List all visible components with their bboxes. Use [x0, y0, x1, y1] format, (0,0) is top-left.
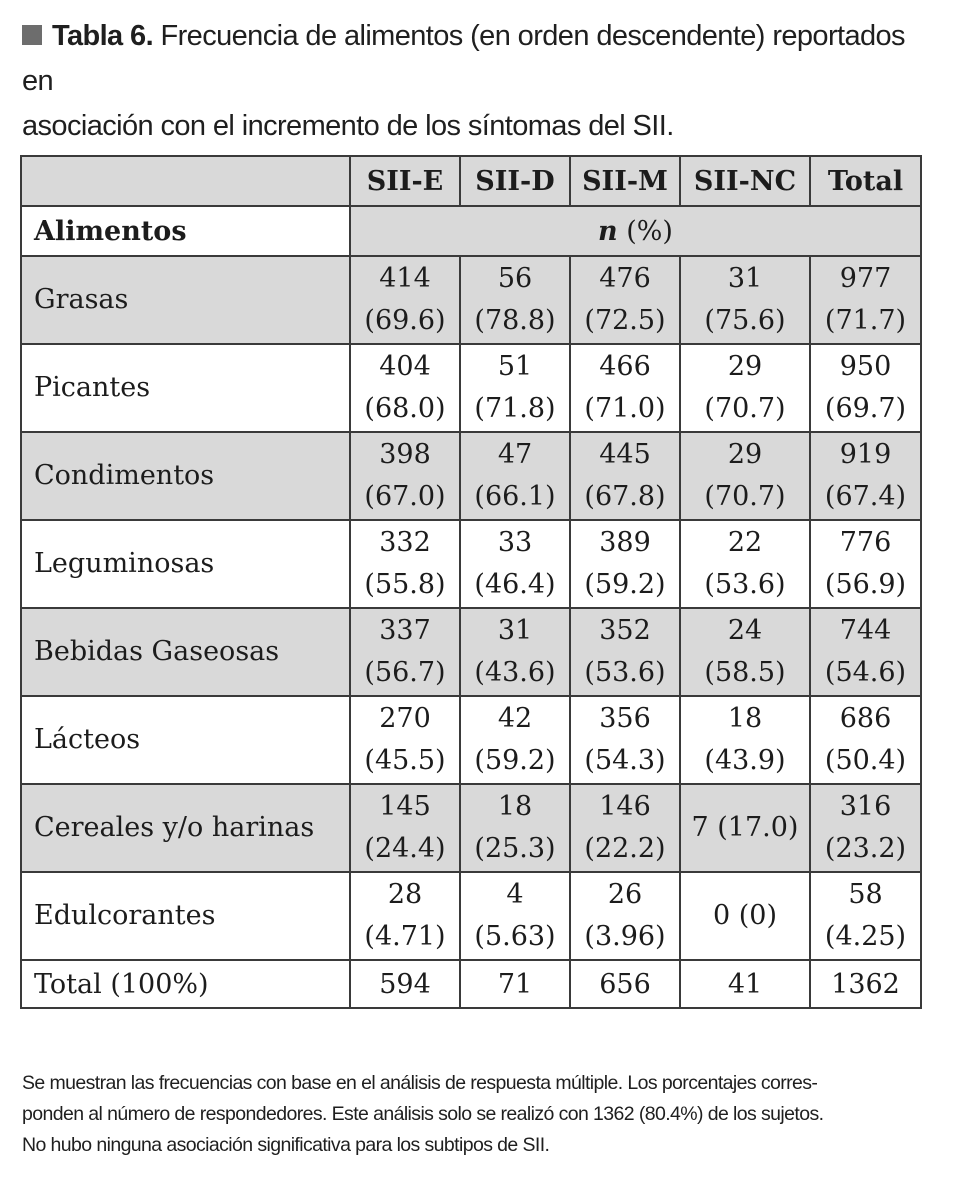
- value-cell: [680, 432, 810, 520]
- food-name-cell: Edulcorantes: [21, 872, 350, 960]
- percent-value: (23.2): [824, 833, 907, 864]
- value-cell: [810, 344, 921, 432]
- value-cell: [810, 432, 921, 520]
- count-value: 24: [727, 615, 763, 646]
- table-row: [21, 696, 921, 784]
- footnote-line: No hubo ninguna asociación significativa para los subtipos de SII.: [22, 1134, 550, 1156]
- value-cell: [350, 696, 460, 784]
- value-cell: [810, 872, 921, 960]
- count-value: 776: [839, 527, 892, 558]
- table-row: [21, 432, 921, 520]
- percent-value: (54.3): [584, 745, 666, 776]
- count-value: 31: [727, 263, 763, 294]
- count-value: 33: [497, 527, 533, 558]
- caption-title-part-1: Frecuencia de alimentos (en orden descendente) reportados en: [22, 20, 905, 97]
- percent-value: (75.6): [704, 305, 786, 336]
- count-value: 28: [387, 879, 423, 910]
- footnote-line: ponden al número de respondedores. Este análisis solo se realizó con 1362 (80.4%) de los sujetos.: [22, 1103, 824, 1125]
- percent-value: (5.63): [474, 921, 556, 952]
- table-row: [21, 256, 921, 344]
- value-cell: [680, 784, 810, 872]
- food-name-cell: Bebidas Gaseosas: [21, 608, 350, 696]
- count-value: 316: [839, 791, 892, 822]
- value-cell: [570, 608, 680, 696]
- total-row: [21, 960, 921, 1008]
- caption-title-part-2: asociación con el incremento de los síntomas del SII.: [22, 110, 674, 142]
- percent-value: (50.4): [824, 745, 907, 776]
- total-value: 41: [680, 960, 810, 1008]
- percent-value: (67.4): [824, 481, 907, 512]
- count-value: 977: [839, 263, 892, 294]
- count-value: 56: [497, 263, 533, 294]
- percent-value: (70.7): [704, 393, 786, 424]
- count-value: 950: [839, 351, 892, 382]
- count-value: 47: [497, 439, 533, 470]
- count-value: 919: [839, 439, 892, 470]
- percent-value: (70.7): [704, 481, 786, 512]
- percent-value: (67.8): [584, 481, 666, 512]
- count-value: 466: [599, 351, 651, 382]
- count-value: 18: [497, 791, 533, 822]
- unit-header: [350, 206, 921, 256]
- caption-label: Tabla 6.: [52, 20, 154, 52]
- count-value: 31: [497, 615, 533, 646]
- count-value: 389: [599, 527, 651, 558]
- column-header-row: [21, 156, 921, 206]
- value-cell: [350, 344, 460, 432]
- total-value: 656: [570, 960, 680, 1008]
- value-cell: [460, 696, 570, 784]
- percent-value: (25.3): [474, 833, 556, 864]
- count-value: 404: [379, 351, 431, 382]
- percent-value: (69.7): [824, 393, 907, 424]
- food-name-cell: Lácteos: [21, 696, 350, 784]
- percent-value: (24.4): [364, 833, 446, 864]
- percent-value: (4.71): [364, 921, 446, 952]
- value-cell: [350, 256, 460, 344]
- percent-value: (78.8): [474, 305, 556, 336]
- value-cell: [680, 608, 810, 696]
- value-cell: [460, 872, 570, 960]
- percent-value: (22.2): [584, 833, 666, 864]
- value-cell: [810, 520, 921, 608]
- value-cell: [570, 344, 680, 432]
- column-header: Total: [810, 156, 921, 206]
- value-cell: [680, 520, 810, 608]
- value-cell: [810, 256, 921, 344]
- percent-value: (67.0): [364, 481, 446, 512]
- value-cell: [680, 256, 810, 344]
- food-name-cell: Condimentos: [21, 432, 350, 520]
- corner-cell: [21, 156, 350, 206]
- value-cell: [350, 520, 460, 608]
- table-row: [21, 344, 921, 432]
- table-row: [21, 784, 921, 872]
- percent-value: (71.0): [584, 393, 666, 424]
- subheader-row: [21, 206, 921, 256]
- count-value: 29: [727, 439, 763, 470]
- food-name-cell: Cereales y/o harinas: [21, 784, 350, 872]
- table-row: [21, 520, 921, 608]
- table-footnote: [22, 1068, 922, 1161]
- total-value: 71: [460, 960, 570, 1008]
- total-value: 594: [350, 960, 460, 1008]
- caption-line-1: [22, 14, 942, 104]
- value-cell: [680, 872, 810, 960]
- percent-value: (53.6): [584, 657, 666, 688]
- value-cell: [570, 520, 680, 608]
- percent-value: (56.7): [364, 657, 446, 688]
- percent-value: (46.4): [474, 569, 556, 600]
- percent-value: (72.5): [584, 305, 666, 336]
- column-header: SII-E: [350, 156, 460, 206]
- percent-value: (68.0): [364, 393, 446, 424]
- value-cell: [350, 784, 460, 872]
- total-label: Total (100%): [21, 960, 350, 1008]
- percent-value: (69.6): [364, 305, 446, 336]
- count-value: 445: [599, 439, 651, 470]
- value-cell: [460, 784, 570, 872]
- unit-n: n: [598, 215, 618, 247]
- food-column-header: Alimentos: [21, 206, 350, 256]
- value-cell: [680, 696, 810, 784]
- count-value: 0 (0): [712, 900, 777, 931]
- value-cell: [570, 784, 680, 872]
- count-value: 7 (17.0): [691, 812, 799, 843]
- food-name-cell: Picantes: [21, 344, 350, 432]
- footnote-line: Se muestran las frecuencias con base en el análisis de respuesta múltiple. Los porcentajes corres-: [22, 1072, 818, 1094]
- count-value: 51: [497, 351, 533, 382]
- count-value: 476: [599, 263, 651, 294]
- count-value: 352: [599, 615, 651, 646]
- count-value: 4: [506, 879, 524, 910]
- table-caption: [22, 14, 942, 149]
- percent-value: (54.6): [824, 657, 907, 688]
- food-name-cell: Leguminosas: [21, 520, 350, 608]
- percent-value: (58.5): [704, 657, 786, 688]
- percent-value: (59.2): [474, 745, 556, 776]
- value-cell: [570, 872, 680, 960]
- percent-value: (71.7): [824, 305, 907, 336]
- column-header: SII-D: [460, 156, 570, 206]
- count-value: 145: [379, 791, 431, 822]
- count-value: 58: [848, 879, 883, 910]
- count-value: 270: [379, 703, 431, 734]
- count-value: 42: [497, 703, 533, 734]
- count-value: 744: [839, 615, 892, 646]
- caption-square-icon: [22, 25, 42, 45]
- table-row: [21, 608, 921, 696]
- value-cell: [350, 432, 460, 520]
- count-value: 398: [379, 439, 431, 470]
- percent-value: (4.25): [824, 921, 907, 952]
- count-value: 18: [727, 703, 763, 734]
- food-frequency-table: [20, 155, 922, 1009]
- column-header: SII-M: [570, 156, 680, 206]
- value-cell: [680, 344, 810, 432]
- percent-value: (71.8): [474, 393, 556, 424]
- table-row: [21, 872, 921, 960]
- value-cell: [570, 256, 680, 344]
- value-cell: [350, 608, 460, 696]
- value-cell: [570, 696, 680, 784]
- unit-percent: (%): [617, 215, 673, 247]
- value-cell: [810, 696, 921, 784]
- value-cell: [460, 432, 570, 520]
- count-value: 332: [379, 527, 431, 558]
- count-value: 22: [727, 527, 763, 558]
- value-cell: [460, 256, 570, 344]
- percent-value: (56.9): [824, 569, 907, 600]
- count-value: 146: [599, 791, 651, 822]
- percent-value: (53.6): [704, 569, 786, 600]
- count-value: 26: [607, 879, 643, 910]
- value-cell: [810, 608, 921, 696]
- percent-value: (55.8): [364, 569, 446, 600]
- percent-value: (59.2): [584, 569, 666, 600]
- value-cell: [570, 432, 680, 520]
- value-cell: [810, 784, 921, 872]
- total-value: 1362: [810, 960, 921, 1008]
- count-value: 414: [379, 263, 431, 294]
- percent-value: (45.5): [364, 745, 446, 776]
- value-cell: [460, 608, 570, 696]
- count-value: 337: [379, 615, 431, 646]
- food-name-cell: Grasas: [21, 256, 350, 344]
- value-cell: [460, 344, 570, 432]
- column-header: SII-NC: [680, 156, 810, 206]
- count-value: 29: [727, 351, 763, 382]
- value-cell: [460, 520, 570, 608]
- percent-value: (43.6): [474, 657, 556, 688]
- percent-value: (3.96): [584, 921, 666, 952]
- value-cell: [350, 872, 460, 960]
- percent-value: (66.1): [474, 481, 556, 512]
- count-value: 356: [599, 703, 651, 734]
- percent-value: (43.9): [704, 745, 786, 776]
- count-value: 686: [839, 703, 892, 734]
